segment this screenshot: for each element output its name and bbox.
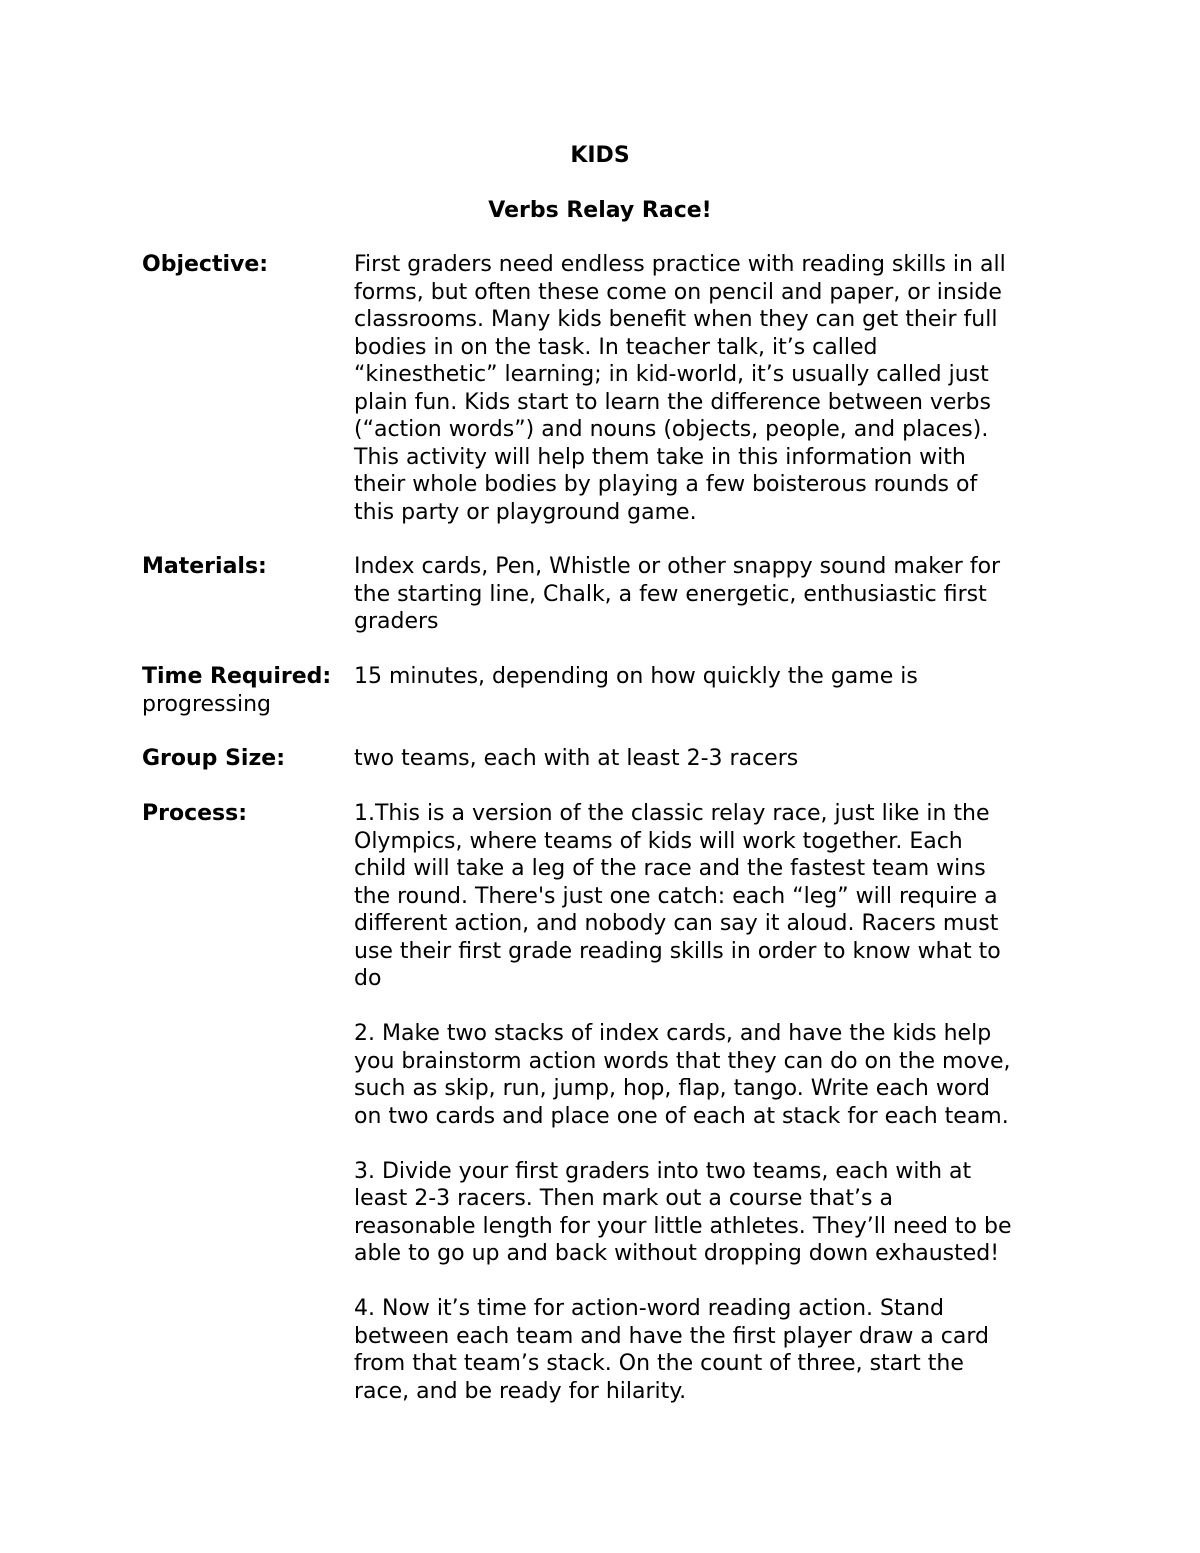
process-label: Process: (142, 801, 248, 826)
text-line: graders (354, 609, 439, 634)
text-line: (“action words”) and nouns (objects, people, and places). (354, 417, 989, 442)
text-line: forms, but often these come on pencil and paper, or inside (354, 279, 1002, 305)
text-line: 2. Make two stacks of index cards, and have the kids help (354, 1021, 992, 1046)
text-line: use their first grade reading skills in order to know what to (354, 938, 1001, 964)
materials-text (354, 553, 1066, 636)
text-line: between each team and have the first player draw a card (354, 1323, 989, 1349)
text-line: This activity will help them take in this information with (354, 444, 966, 470)
text-line: the round. There's just one catch: each “leg” will require a (354, 883, 998, 909)
text-line: reasonable length for your little athletes. They’ll need to be (354, 1213, 1012, 1239)
text-line: 4. Now it’s time for action-word reading action. Stand (354, 1296, 944, 1321)
text-line: their whole bodies by playing a few boisterous rounds of (354, 472, 978, 497)
text-line: “kinesthetic” learning; in kid-world, it’s usually called just (354, 362, 989, 387)
document-title: KIDS (570, 143, 630, 168)
objective-text (354, 251, 1066, 526)
process-step-1 (354, 800, 1066, 993)
text-line: child will take a leg of the race and the fastest team wins (354, 856, 986, 881)
text-line: two teams, each with at least 2-3 racers (354, 746, 799, 771)
text-line: this party or playground game. (354, 499, 697, 525)
time-required-label: Time Required: (142, 664, 332, 689)
group-size-label: Group Size: (142, 746, 285, 771)
text-line: on two cards and place one of each at stack for each team. (354, 1103, 1009, 1129)
text-line: least 2-3 racers. Then mark out a course that’s a (354, 1186, 893, 1211)
text-line: 3. Divide your first graders into two teams, each with at (354, 1158, 972, 1184)
text-line: the starting line, Chalk, a few energetic, enthusiastic first (354, 581, 987, 607)
text-line: 15 minutes, depending on how quickly the game is (354, 664, 918, 689)
text-line: such as skip, run, jump, hop, flap, tango. Write each word (354, 1076, 990, 1101)
text-line: from that team’s stack. On the count of three, start the (354, 1351, 964, 1376)
time-required-text (354, 663, 1066, 691)
group-size-text (354, 745, 1066, 773)
materials-label: Materials: (142, 554, 267, 579)
text-line: Olympics, where teams of kids will work together. Each (354, 828, 963, 854)
text-line: Index cards, Pen, Whistle or other snappy sound maker for (354, 554, 1001, 579)
text-line: classrooms. Many kids benefit when they can get their full (354, 307, 998, 332)
process-step-3 (354, 1158, 1066, 1268)
time-required-continuation: progressing (142, 691, 271, 717)
process-steps (354, 800, 1066, 1405)
text-line: you brainstorm action words that they can do on the move, (354, 1048, 1011, 1074)
text-line: race, and be ready for hilarity. (354, 1378, 687, 1404)
document-subtitle: Verbs Relay Race! (488, 198, 712, 223)
process-step-2 (354, 1020, 1066, 1130)
text-line: First graders need endless practice with reading skills in all (354, 252, 1006, 277)
text-line: bodies in on the task. In teacher talk, it’s called (354, 334, 878, 360)
process-step-4 (354, 1295, 1066, 1405)
text-line: different action, and nobody can say it aloud. Racers must (354, 911, 999, 936)
text-line: do (354, 966, 382, 991)
text-line: 1.This is a version of the classic relay race, just like in the (354, 801, 990, 826)
text-line: able to go up and back without dropping down exhausted! (354, 1241, 1000, 1266)
text-line: plain fun. Kids start to learn the difference between verbs (354, 389, 991, 415)
objective-label: Objective: (142, 252, 269, 277)
